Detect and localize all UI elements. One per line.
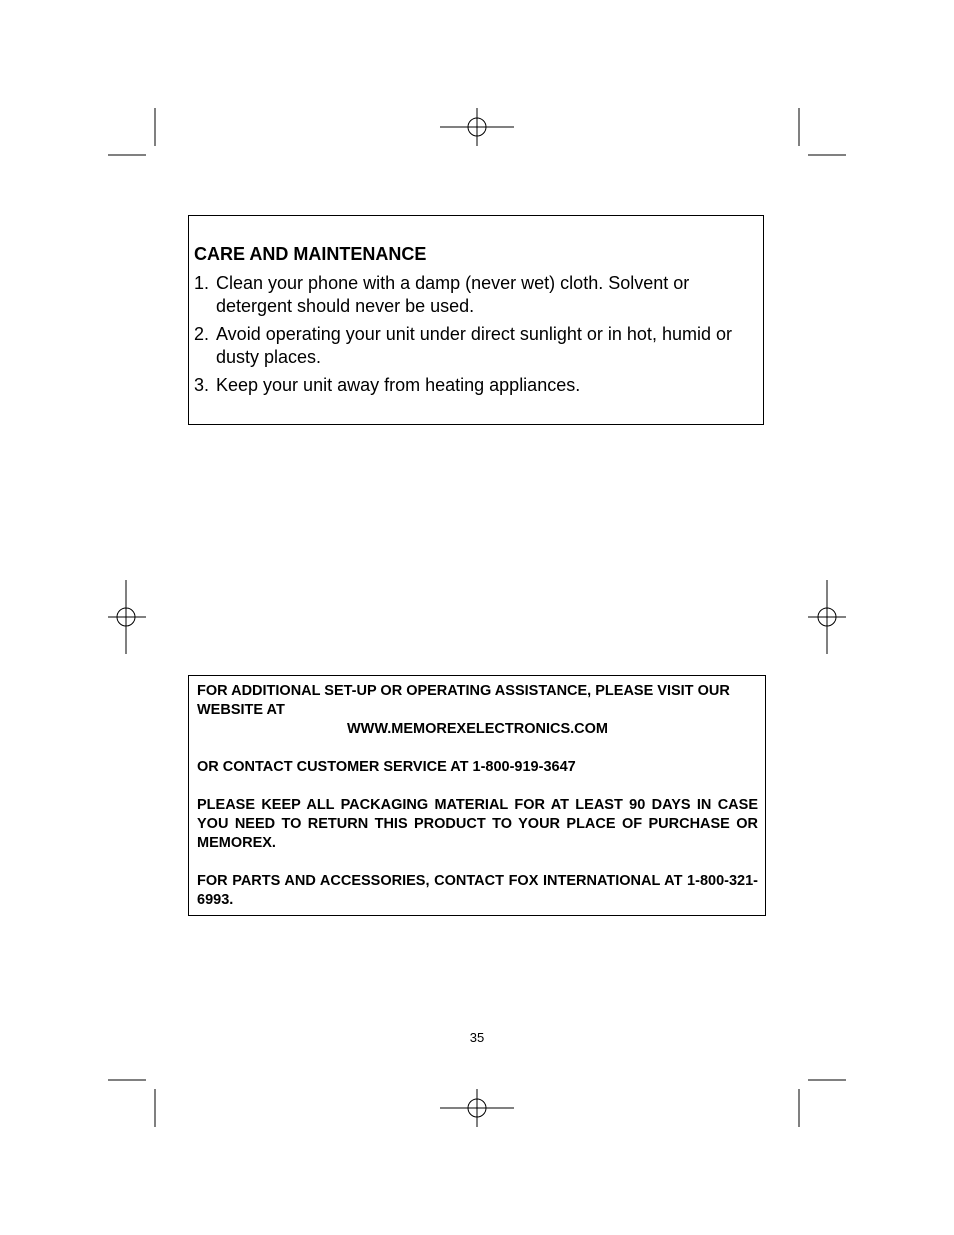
assistance-content (197, 682, 758, 910)
registration-crosshair-icon (108, 580, 146, 654)
care-list (194, 272, 760, 402)
assistance-box (188, 675, 766, 916)
crop-mark-icon (799, 108, 846, 155)
page-number: 35 (469, 1030, 485, 1045)
spacer (197, 777, 758, 796)
list-item-text: Keep your unit away from heating appliances. (216, 375, 581, 395)
care-and-maintenance-box (188, 215, 764, 425)
crop-mark-icon (108, 108, 155, 155)
spacer (197, 739, 758, 758)
packaging-notice: PLEASE KEEP ALL PACKAGING MATERIAL FOR AT LEAST 90 DAYS IN CASE YOU NEED TO RETURN THIS PRODUCT TO YOUR PLACE OF PURCHASE OR MEMOREX. (197, 797, 758, 851)
care-title: CARE AND MAINTENANCE (194, 244, 427, 264)
registration-crosshair-icon (808, 580, 846, 654)
registration-crosshair-icon (440, 108, 514, 146)
list-item (194, 374, 760, 397)
crop-mark-icon (108, 1080, 155, 1127)
list-item (194, 323, 760, 369)
list-item-number: 2. (194, 324, 210, 344)
list-item-text: Clean your phone with a damp (never wet) cloth. Solvent or detergent should never be used. (216, 273, 690, 316)
list-item (194, 272, 760, 318)
spacer (197, 853, 758, 872)
parts-contact: FOR PARTS AND ACCESSORIES, CONTACT FOX INTERNATIONAL AT 1-800-321-6993. (197, 873, 758, 908)
crop-mark-icon (799, 1080, 846, 1127)
list-item-number: 3. (194, 375, 210, 395)
list-item-text: Avoid operating your unit under direct sunlight or in hot, humid or dusty places. (216, 324, 732, 367)
assistance-intro: FOR ADDITIONAL SET-UP OR OPERATING ASSISTANCE, PLEASE VISIT OUR WEBSITE AT (197, 683, 730, 718)
registration-crosshair-icon (440, 1089, 514, 1127)
list-item-number: 1. (194, 273, 210, 293)
website-link[interactable]: WWW.MEMOREXELECTRONICS.COM (347, 721, 608, 737)
customer-service-contact: OR CONTACT CUSTOMER SERVICE AT 1-800-919-3647 (197, 759, 576, 775)
